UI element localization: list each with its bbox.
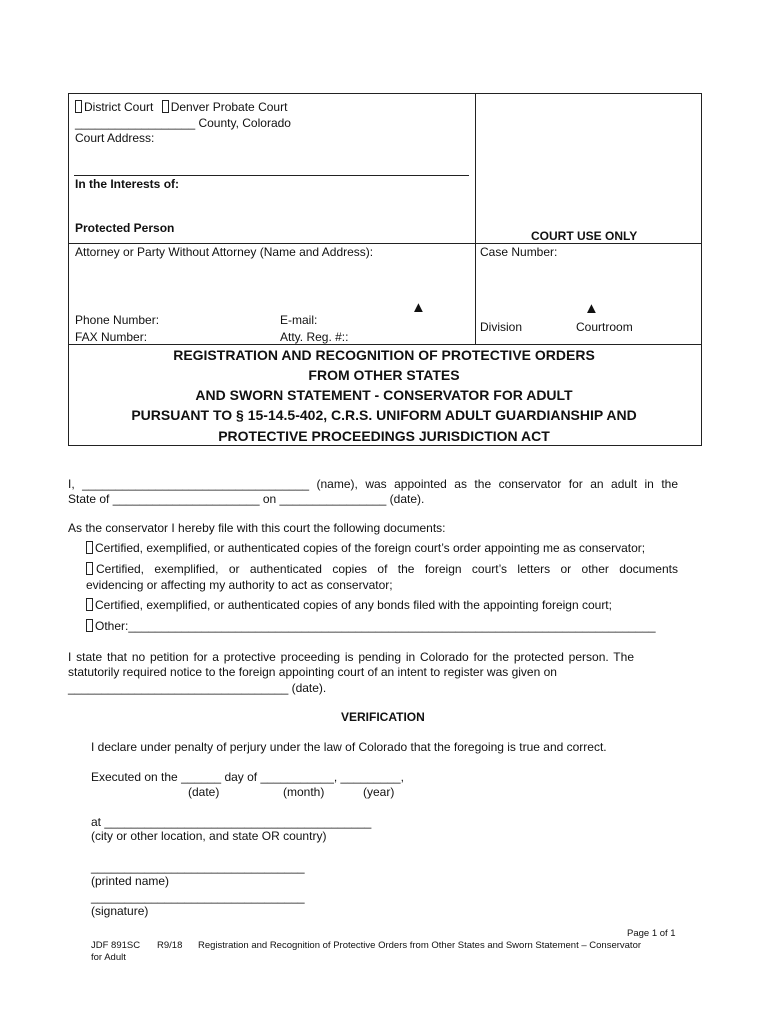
- division-label: Division: [480, 320, 523, 334]
- document-3-text: Certified, exemplified, or authenticated copies of any bonds filed with the appointing foreign court;: [95, 598, 612, 612]
- page-number: Page 1 of 1: [627, 928, 676, 939]
- document-2-text-line-1: Certified, exemplified, or authenticated copies of the foreign court’s letters or other documents: [96, 562, 678, 576]
- form-title-line-2: FROM OTHER STATES: [308, 367, 460, 383]
- atty-reg-label: Atty. Reg. #::: [280, 330, 349, 344]
- document-4-checkbox[interactable]: [86, 619, 93, 632]
- court-use-only-label: COURT USE ONLY: [531, 229, 638, 243]
- intro-line-2: State of ______________________ on ________________ (date).: [68, 492, 425, 506]
- attorney-label: Attorney or Party Without Attorney (Name and Address):: [75, 245, 374, 259]
- statement-line-3: _________________________________ (date).: [68, 681, 327, 695]
- form-title-line-5: PROTECTIVE PROCEEDINGS JURISDICTION ACT: [218, 428, 550, 444]
- statement-line-2: statutorily required notice to the foreign appointing court of an intent to register was given on: [68, 665, 557, 679]
- form-id: JDF 891SC: [91, 940, 141, 951]
- document-1-text: Certified, exemplified, or authenticated copies of the foreign court’s order appointing me as conservator;: [95, 541, 646, 555]
- email-label: E-mail:: [280, 313, 318, 327]
- location-line: at ________________________________________: [91, 815, 372, 829]
- court-address-label: Court Address:: [75, 131, 155, 145]
- protected-person-label: Protected Person: [75, 221, 175, 235]
- caption-divider-title: [68, 344, 702, 345]
- signature-line: ________________________________: [91, 890, 305, 904]
- executed-year-label: (year): [363, 785, 395, 799]
- caption-divider-interests: [74, 175, 469, 176]
- caption-divider-vertical: [475, 93, 476, 344]
- document-4-text: Other:_______________________________________________________________________________: [95, 619, 656, 633]
- form-title-line-3: AND SWORN STATEMENT - CONSERVATOR FOR ADULT: [195, 387, 573, 403]
- statement-line-1: I state that no petition for a protective proceeding is pending in Colorado for the protected person. The: [68, 650, 634, 664]
- document-2-checkbox[interactable]: [86, 562, 93, 575]
- interests-of-label: In the Interests of:: [75, 177, 180, 191]
- document-1-checkbox[interactable]: [86, 541, 93, 554]
- document-2-text-line-2: evidencing or affecting my authority to act as conservator;: [86, 578, 393, 592]
- fax-label: FAX Number:: [75, 330, 148, 344]
- verification-heading: VERIFICATION: [341, 710, 425, 724]
- document-item-4: [86, 619, 656, 633]
- executed-line: Executed on the ______ day of ___________, _________,: [91, 770, 404, 784]
- document-item-3: [86, 598, 612, 612]
- district-court-checkbox[interactable]: [75, 100, 82, 113]
- form-description-line-2: for Adult: [91, 952, 126, 963]
- court-selection-line: [75, 100, 287, 114]
- signature-label: (signature): [91, 904, 149, 918]
- denver-probate-checkbox[interactable]: [162, 100, 169, 113]
- form-revision: R9/18: [157, 940, 183, 951]
- location-label: (city or other location, and state OR country): [91, 829, 327, 843]
- printed-name-line: ________________________________: [91, 860, 305, 874]
- form-title-line-4: PURSUANT TO § 15-14.5-402, C.R.S. UNIFORM ADULT GUARDIANSHIP AND: [131, 407, 637, 423]
- form-title-line-1: REGISTRATION AND RECOGNITION OF PROTECTIVE ORDERS: [173, 347, 595, 363]
- executed-date-label: (date): [188, 785, 220, 799]
- documents-lead: As the conservator I hereby file with this court the following documents:: [68, 521, 446, 535]
- denver-probate-label: Denver Probate Court: [170, 100, 288, 114]
- triangle-up-icon: ▲: [411, 299, 426, 316]
- document-item-2-row: [86, 562, 95, 576]
- caption-divider-attorney: [68, 243, 702, 244]
- form-description-line-1: Registration and Recognition of Protective Orders from Other States and Sworn Statement – Conservator: [198, 940, 642, 951]
- triangle-up-icon: ▲: [584, 300, 599, 317]
- district-court-label: District Court: [84, 100, 154, 114]
- executed-month-label: (month): [283, 785, 325, 799]
- printed-name-label: (printed name): [91, 874, 170, 888]
- intro-line-1: I, __________________________________ (name), was appointed as the conservator for an adult in the: [68, 477, 678, 491]
- document-3-checkbox[interactable]: [86, 598, 93, 611]
- declaration-text: I declare under penalty of perjury under the law of Colorado that the foregoing is true and correct.: [91, 740, 607, 754]
- phone-label: Phone Number:: [75, 313, 160, 327]
- county-line: __________________ County, Colorado: [75, 116, 291, 130]
- case-number-label: Case Number:: [480, 245, 558, 259]
- document-item-1: [86, 541, 645, 555]
- courtroom-label: Courtroom: [576, 320, 633, 334]
